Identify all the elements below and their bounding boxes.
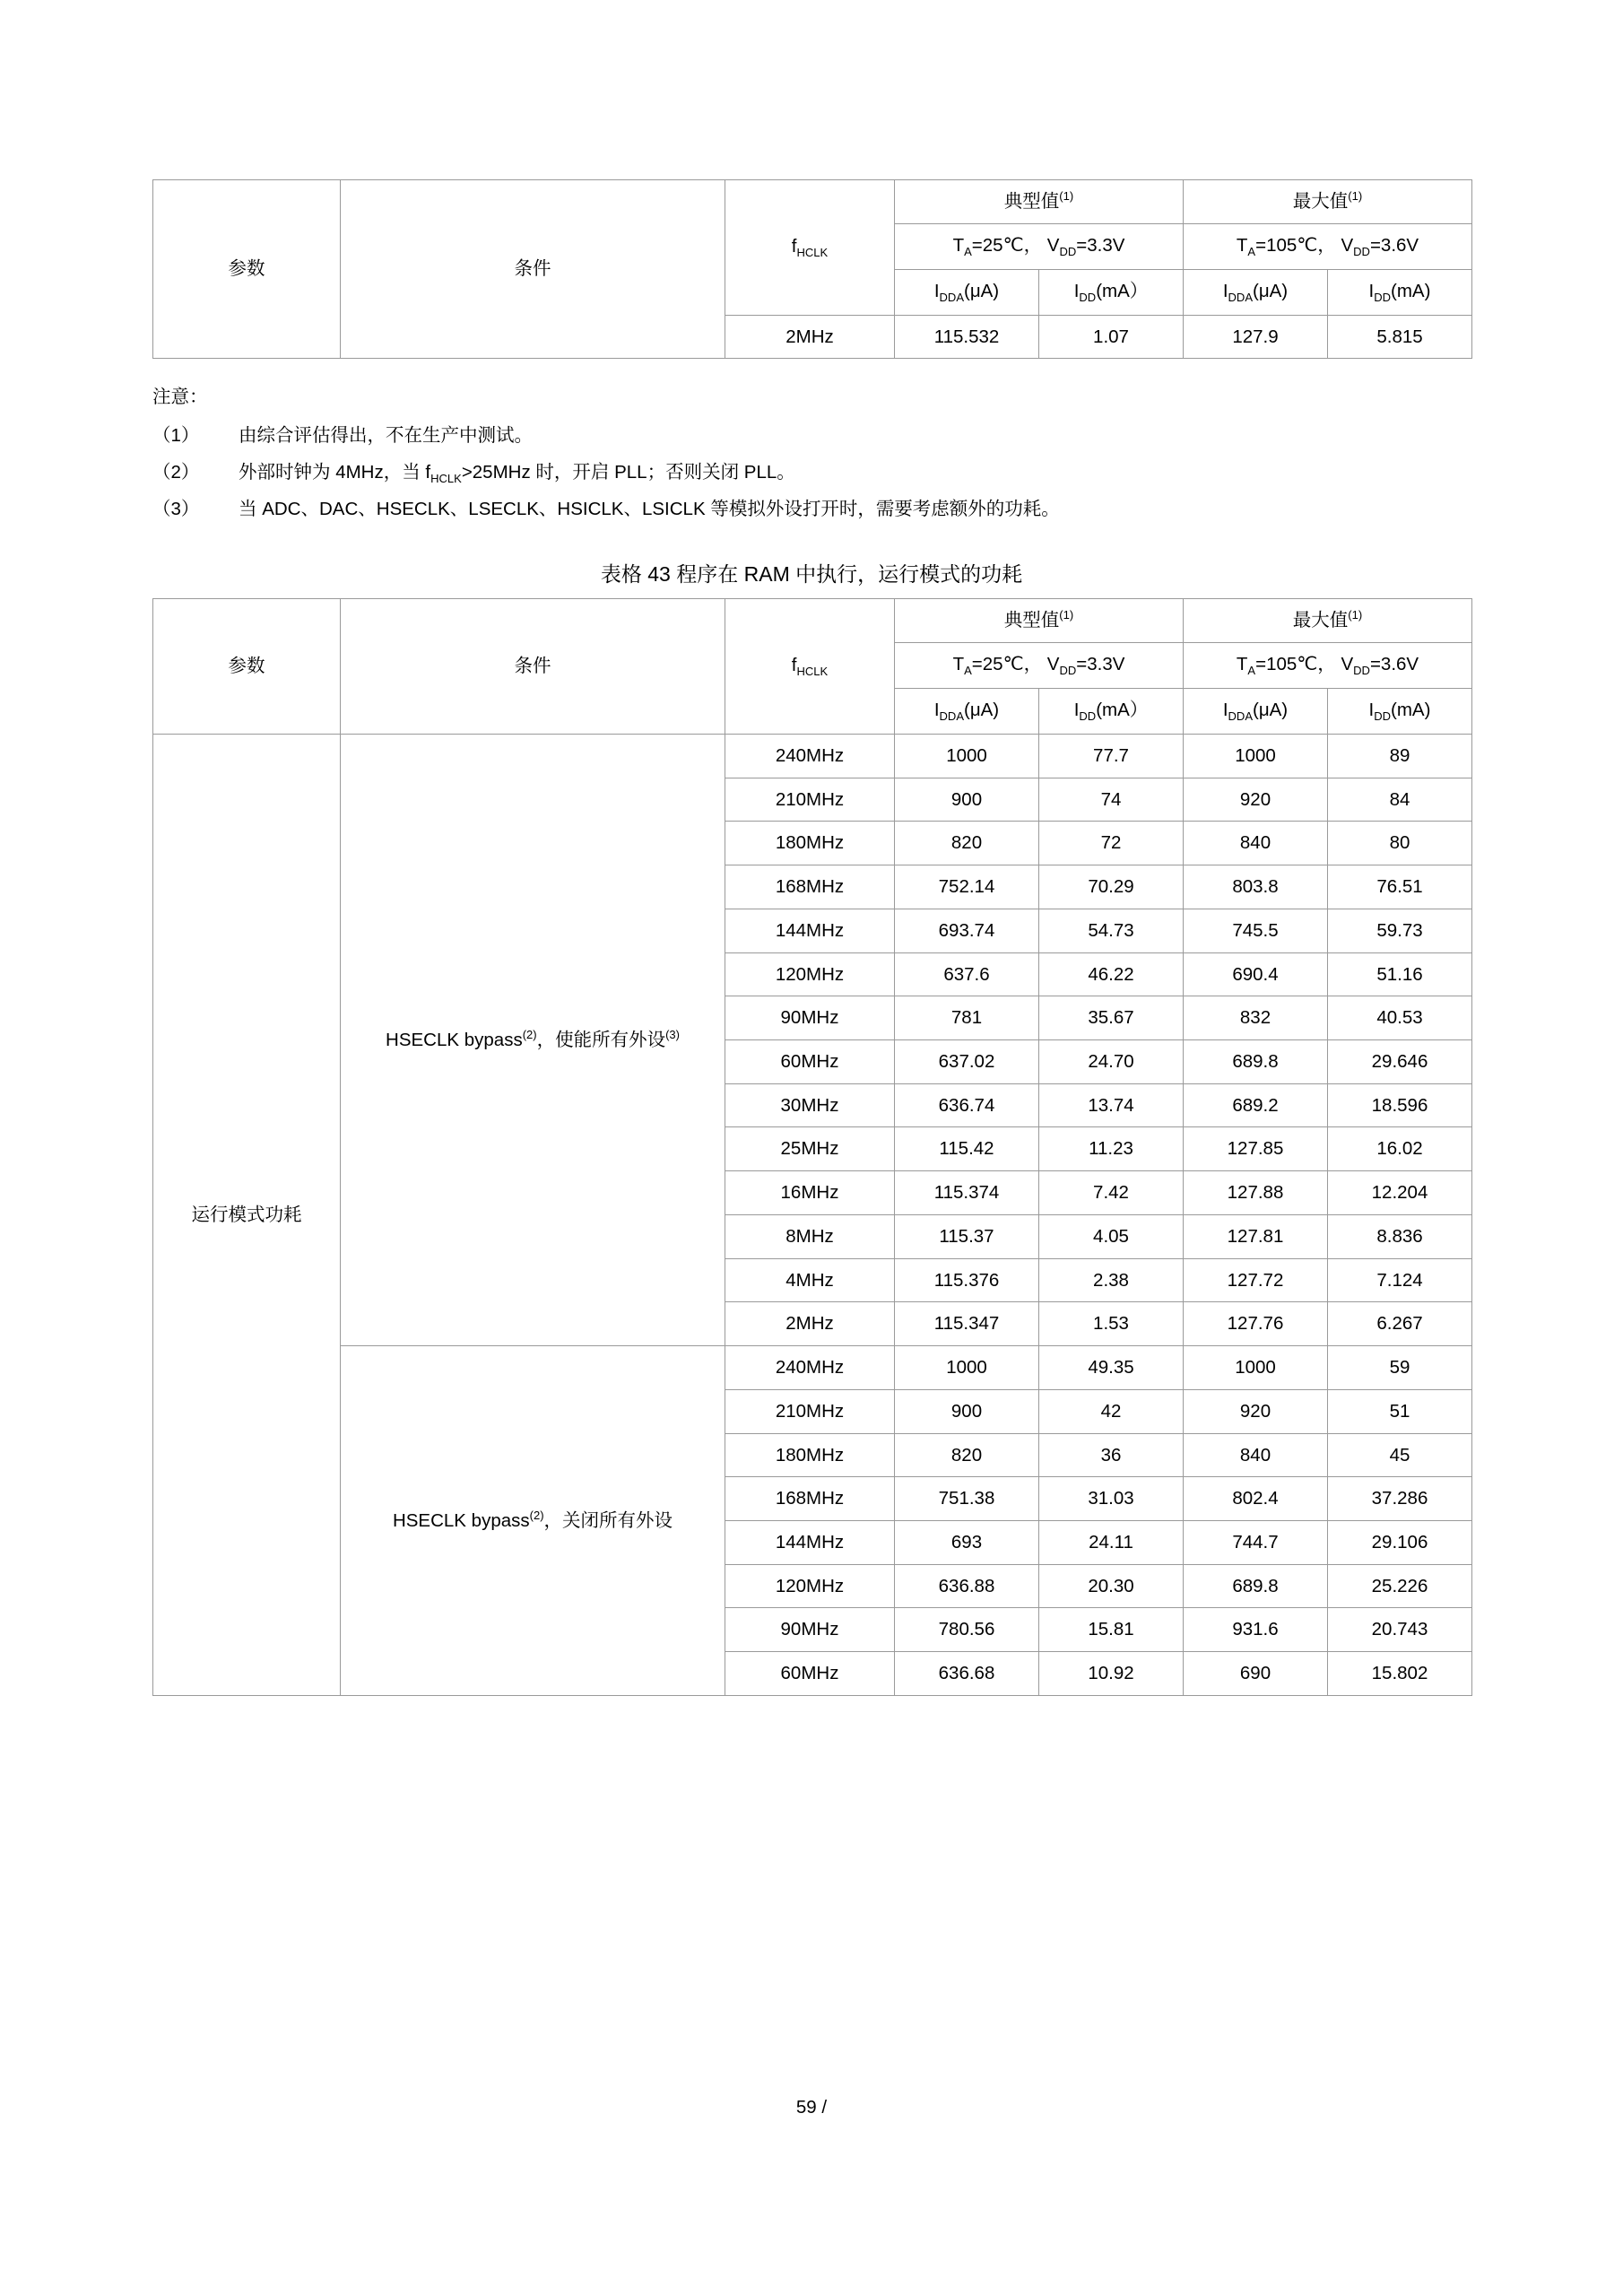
cell-idda-max: 127.88	[1184, 1171, 1328, 1215]
cell-idda-max: 127.85	[1184, 1127, 1328, 1171]
cell-idda-max: 127.76	[1184, 1302, 1328, 1346]
cell-fhclk: 25MHz	[725, 1127, 895, 1171]
table-row	[153, 1346, 1472, 1390]
cell-idda-typ: 1000	[895, 735, 1039, 778]
cell-idd-typ: 2.38	[1039, 1258, 1184, 1302]
cell-idda-max: 920	[1184, 778, 1328, 822]
cell-idd-typ: 42	[1039, 1389, 1184, 1433]
note-item	[152, 417, 1471, 454]
cell-idd-typ: 1.53	[1039, 1302, 1184, 1346]
cell-idda-typ: 115.376	[895, 1258, 1039, 1302]
notes-title: 注意：	[152, 387, 208, 408]
header-param: 参数	[153, 599, 341, 735]
cell-idda-max: 127.9	[1184, 315, 1328, 359]
cell-idd-typ: 20.30	[1039, 1564, 1184, 1608]
cell-idd-max: 51	[1328, 1389, 1472, 1433]
cell-idda-typ: 115.532	[895, 315, 1039, 359]
cell-fhclk: 120MHz	[725, 952, 895, 996]
cell-idda-typ: 115.42	[895, 1127, 1039, 1171]
cell-idda-typ: 636.88	[895, 1564, 1039, 1608]
cell-condition-group-1: HSECLK bypass$^{(2)}$，使能所有外设$^{(3)}$	[341, 735, 725, 1346]
cell-idda-max: 931.6	[1184, 1608, 1328, 1652]
cell-fhclk: 90MHz	[725, 1608, 895, 1652]
header-idd-max: $I_{DD}(mA)$	[1328, 689, 1472, 735]
cell-idda-max: 127.72	[1184, 1258, 1328, 1302]
cell-idda-max: 802.4	[1184, 1477, 1328, 1521]
cell-idda-typ: 115.37	[895, 1214, 1039, 1258]
cell-fhclk: 2MHz	[725, 1302, 895, 1346]
cell-idda-typ: 900	[895, 778, 1039, 822]
cell-fhclk: 4MHz	[725, 1258, 895, 1302]
cell-idd-typ: 10.92	[1039, 1652, 1184, 1696]
header-idda-typ: $I_{DDA}(\mu A)$	[895, 689, 1039, 735]
cell-idda-max: 840	[1184, 1433, 1328, 1477]
cell-idda-typ: 780.56	[895, 1608, 1039, 1652]
cell-fhclk: 210MHz	[725, 778, 895, 822]
header-fhclk: $f_{HCLK}$	[725, 180, 895, 316]
cell-idd-max: 89	[1328, 735, 1472, 778]
header-typical-group: 典型值$^{(1)}$	[895, 599, 1184, 643]
cell-idd-typ: 7.42	[1039, 1171, 1184, 1215]
cell-idda-typ: 115.347	[895, 1302, 1039, 1346]
cell-param-run-mode: 运行模式功耗	[153, 735, 341, 1696]
cell-idd-typ: 70.29	[1039, 865, 1184, 909]
note-text: 外部时钟为 4MHz，当 $f_{HCLK}>25MHz$ 时，开启 PLL；否则关闭 PLL。	[239, 462, 795, 486]
cell-idd-max: 40.53	[1328, 996, 1472, 1040]
header-idd-typ: $I_{DD}(mA)$	[1039, 269, 1184, 315]
cell-idd-typ: 24.70	[1039, 1040, 1184, 1084]
cell-idd-max: 16.02	[1328, 1127, 1472, 1171]
header-max-condition: $T_A=105℃$， $V_{DD}=3.6V$	[1184, 643, 1472, 689]
cell-fhclk: 2MHz	[725, 315, 895, 359]
page-number: 59 /	[795, 2097, 828, 2118]
cell-idd-max: 76.51	[1328, 865, 1472, 909]
cell-idd-max: 8.836	[1328, 1214, 1472, 1258]
cell-idda-max: 689.2	[1184, 1083, 1328, 1127]
header-fhclk: $f_{HCLK}$	[725, 599, 895, 735]
cell-idd-typ: 4.05	[1039, 1214, 1184, 1258]
table-43-caption-text: 程序在 RAM 中执行，运行模式的功耗	[676, 562, 1023, 587]
header-max-group: 最大值$^{(1)}$	[1184, 180, 1472, 224]
header-idd-typ: $I_{DD}(mA)$	[1039, 689, 1184, 735]
cell-idd-typ: 72	[1039, 822, 1184, 865]
cell-idd-max: 45	[1328, 1433, 1472, 1477]
cell-idd-max: 51.16	[1328, 952, 1472, 996]
cell-idd-max: 25.226	[1328, 1564, 1472, 1608]
cell-idda-typ: 637.02	[895, 1040, 1039, 1084]
note-number: （2）	[152, 462, 200, 483]
header-idda-max: $I_{DDA}(\mu A)$	[1184, 269, 1328, 315]
cell-fhclk: 120MHz	[725, 1564, 895, 1608]
cell-idd-max: 84	[1328, 778, 1472, 822]
note-item	[152, 491, 1471, 527]
cell-idd-max: 59.73	[1328, 909, 1472, 952]
note-number: （3）	[152, 499, 200, 520]
cell-idd-max: 12.204	[1328, 1171, 1472, 1215]
cell-idda-max: 127.81	[1184, 1214, 1328, 1258]
cell-idda-max: 1000	[1184, 1346, 1328, 1390]
cell-idd-typ: 1.07	[1039, 315, 1184, 359]
cell-idda-max: 690.4	[1184, 952, 1328, 996]
cell-idda-max: 690	[1184, 1652, 1328, 1696]
cell-fhclk: 240MHz	[725, 735, 895, 778]
table-43	[152, 598, 1472, 1695]
cell-idda-typ: 781	[895, 996, 1039, 1040]
cell-idda-typ: 1000	[895, 1346, 1039, 1390]
cell-idd-typ: 77.7	[1039, 735, 1184, 778]
cell-idda-max: 1000	[1184, 735, 1328, 778]
table-row	[153, 735, 1472, 778]
cell-fhclk: 240MHz	[725, 1346, 895, 1390]
header-condition: 条件	[341, 180, 725, 359]
cell-idda-typ: 820	[895, 1433, 1039, 1477]
table-row	[153, 180, 1472, 224]
cell-idd-max: 5.815	[1328, 315, 1472, 359]
cell-fhclk: 168MHz	[725, 865, 895, 909]
cell-condition-group-2: HSECLK bypass$^{(2)}$，关闭所有外设	[341, 1346, 725, 1696]
cell-fhclk: 8MHz	[725, 1214, 895, 1258]
cell-idd-typ: 31.03	[1039, 1477, 1184, 1521]
cell-idd-typ: 13.74	[1039, 1083, 1184, 1127]
table-row	[153, 599, 1472, 643]
cell-fhclk: 90MHz	[725, 996, 895, 1040]
cell-idd-max: 15.802	[1328, 1652, 1472, 1696]
cell-idda-max: 744.7	[1184, 1520, 1328, 1564]
cell-idd-max: 59	[1328, 1346, 1472, 1390]
cell-idda-typ: 636.74	[895, 1083, 1039, 1127]
header-idda-max: $I_{DDA}(\mu A)$	[1184, 689, 1328, 735]
header-param: 参数	[153, 180, 341, 359]
cell-idda-max: 745.5	[1184, 909, 1328, 952]
cell-fhclk: 144MHz	[725, 909, 895, 952]
header-typical-condition: $T_A=25℃$， $V_{DD}=3.3V$	[895, 223, 1184, 269]
cell-idd-typ: 74	[1039, 778, 1184, 822]
table-43-caption-number: 表格 43	[600, 562, 671, 587]
cell-fhclk: 144MHz	[725, 1520, 895, 1564]
cell-idd-typ: 15.81	[1039, 1608, 1184, 1652]
cell-idd-max: 37.286	[1328, 1477, 1472, 1521]
cell-idda-max: 689.8	[1184, 1564, 1328, 1608]
cell-idda-typ: 693.74	[895, 909, 1039, 952]
cell-idda-typ: 637.6	[895, 952, 1039, 996]
cell-idda-typ: 751.38	[895, 1477, 1039, 1521]
note-text: 由综合评估得出，不在生产中测试。	[239, 425, 533, 447]
cell-idda-typ: 636.68	[895, 1652, 1039, 1696]
cell-fhclk: 30MHz	[725, 1083, 895, 1127]
cell-idd-typ: 46.22	[1039, 952, 1184, 996]
cell-idda-max: 840	[1184, 822, 1328, 865]
header-condition: 条件	[341, 599, 725, 735]
cell-idd-max: 80	[1328, 822, 1472, 865]
cell-idd-max: 6.267	[1328, 1302, 1472, 1346]
cell-idd-typ: 54.73	[1039, 909, 1184, 952]
cell-fhclk: 60MHz	[725, 1040, 895, 1084]
cell-fhclk: 16MHz	[725, 1171, 895, 1215]
cell-idd-max: 7.124	[1328, 1258, 1472, 1302]
table-43-caption	[152, 558, 1471, 587]
header-max-group: 最大值$^{(1)}$	[1184, 599, 1472, 643]
cell-idda-typ: 900	[895, 1389, 1039, 1433]
cell-idd-typ: 11.23	[1039, 1127, 1184, 1171]
header-idd-max: $I_{DD}(mA)$	[1328, 269, 1472, 315]
cell-idd-typ: 49.35	[1039, 1346, 1184, 1390]
header-typical-condition: $T_A=25℃$， $V_{DD}=3.3V$	[895, 643, 1184, 689]
cell-idd-max: 29.106	[1328, 1520, 1472, 1564]
notes-block	[152, 378, 1471, 527]
cell-idda-max: 803.8	[1184, 865, 1328, 909]
note-text: 当 ADC、DAC、HSECLK、LSECLK、HSICLK、LSICLK 等模拟外设打开时，需要考虑额外的功耗。	[239, 499, 1060, 520]
cell-idda-max: 832	[1184, 996, 1328, 1040]
cell-idd-max: 20.743	[1328, 1608, 1472, 1652]
header-idda-typ: $I_{DDA}(\mu A)$	[895, 269, 1039, 315]
cell-fhclk: 168MHz	[725, 1477, 895, 1521]
cell-idd-max: 18.596	[1328, 1083, 1472, 1127]
cell-idda-max: 689.8	[1184, 1040, 1328, 1084]
header-typical-group: 典型值$^{(1)}$	[895, 180, 1184, 224]
cell-idd-typ: 35.67	[1039, 996, 1184, 1040]
cell-idda-typ: 115.374	[895, 1171, 1039, 1215]
cell-fhclk: 210MHz	[725, 1389, 895, 1433]
cell-idda-typ: 752.14	[895, 865, 1039, 909]
note-number: （1）	[152, 425, 200, 447]
cell-fhclk: 180MHz	[725, 1433, 895, 1477]
header-max-condition: $T_A=105℃$， $V_{DD}=3.6V$	[1184, 223, 1472, 269]
cell-idda-typ: 820	[895, 822, 1039, 865]
cell-idd-typ: 36	[1039, 1433, 1184, 1477]
cell-fhclk: 60MHz	[725, 1652, 895, 1696]
cell-idd-typ: 24.11	[1039, 1520, 1184, 1564]
cell-idd-max: 29.646	[1328, 1040, 1472, 1084]
cell-fhclk: 180MHz	[725, 822, 895, 865]
note-item	[152, 454, 1471, 491]
cell-idda-max: 920	[1184, 1389, 1328, 1433]
cell-idda-typ: 693	[895, 1520, 1039, 1564]
table-42-continuation	[152, 179, 1472, 359]
page-footer	[0, 2097, 1623, 2118]
